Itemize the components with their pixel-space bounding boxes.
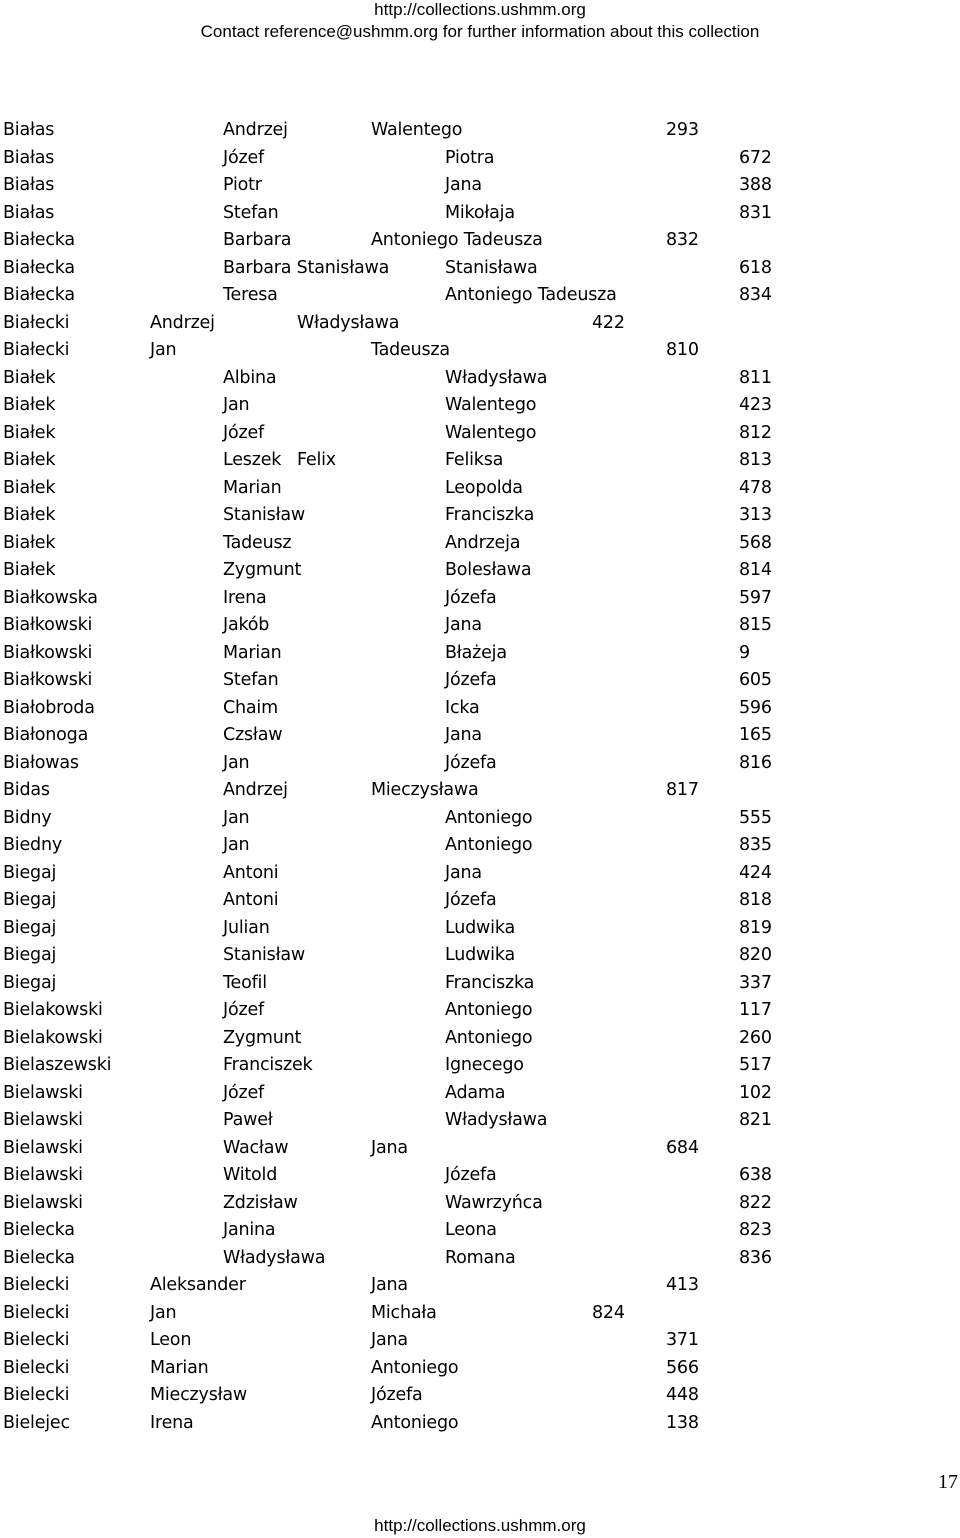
first-name-cell: Zdzisław: [223, 1192, 298, 1213]
father-name-cell: Jana: [445, 175, 482, 195]
father-name-cell: Antoniego: [445, 1027, 533, 1048]
first-name-cell: Barbara: [223, 230, 292, 250]
number-cell: 424: [739, 862, 772, 883]
first-name-cell: Julian: [223, 917, 270, 938]
list-row: [0, 640, 960, 668]
list-row: [0, 860, 960, 888]
father-name-cell: Walentego: [371, 120, 463, 140]
number-cell: 814: [739, 560, 772, 580]
surname-cell: Białas: [3, 202, 55, 223]
first-name-cell: Janina: [223, 1220, 276, 1240]
father-name-cell: Antoniego Tadeusza: [371, 230, 543, 250]
list-row: [0, 1382, 960, 1410]
first-name-cell: Barbara Stanisława: [223, 257, 390, 278]
first-name-cell: Jan: [150, 340, 177, 360]
surname-cell: Białonoga: [3, 725, 89, 745]
number-cell: 568: [739, 532, 772, 553]
number-cell: 821: [739, 1110, 772, 1130]
first-name-cell: Jan: [150, 1302, 177, 1323]
first-name-cell: Wacław: [223, 1137, 289, 1158]
list-row: [0, 805, 960, 833]
list-row: [0, 1327, 960, 1355]
list-row: [0, 310, 960, 338]
father-name-cell: Władysława: [445, 1110, 548, 1130]
number-cell: 422: [592, 312, 625, 333]
surname-cell: Białek: [3, 422, 56, 443]
number-cell: 596: [739, 697, 772, 718]
first-name-cell: Tadeusz: [223, 532, 292, 553]
list-row: [0, 145, 960, 173]
surname-cell: Białecka: [3, 257, 75, 278]
list-row: [0, 887, 960, 915]
surname-cell: Białas: [3, 147, 55, 168]
list-row: [0, 1300, 960, 1328]
father-name-cell: Jana: [371, 1137, 408, 1158]
number-cell: 820: [739, 945, 772, 965]
father-name-cell: Antoniego: [445, 807, 533, 828]
father-name-cell: Jana: [445, 615, 482, 635]
father-name-cell: Józefa: [445, 670, 497, 690]
surname-cell: Bidas: [3, 780, 50, 800]
number-cell: 836: [739, 1247, 772, 1268]
first-name-cell: Teofil: [223, 972, 267, 993]
list-row: [0, 337, 960, 365]
number-cell: 102: [739, 1082, 772, 1103]
first-name-cell: Marian: [150, 1357, 209, 1378]
list-row: [0, 585, 960, 613]
father-name-cell: Antoniego: [371, 1412, 459, 1433]
list-row: [0, 612, 960, 640]
number-cell: 597: [739, 587, 772, 608]
number-cell: 835: [739, 835, 772, 855]
surname-cell: Bidny: [3, 807, 52, 828]
number-cell: 566: [666, 1357, 699, 1378]
father-name-cell: Wawrzyńca: [445, 1192, 543, 1213]
list-row: [0, 502, 960, 530]
surname-cell: Białek: [3, 477, 56, 498]
first-name-cell: Stanisław: [223, 505, 305, 525]
list-row: [0, 942, 960, 970]
surname-cell: Białkowska: [3, 587, 98, 608]
first-name-cell: Leon: [150, 1330, 192, 1350]
number-cell: 260: [739, 1027, 772, 1048]
father-name-cell: Walentego: [445, 395, 537, 415]
surname-cell: Bielecka: [3, 1220, 75, 1240]
header-contact: Contact reference@ushmm.org for further information about this collection: [200, 22, 760, 41]
father-name-cell: Walentego: [445, 422, 537, 443]
surname-cell: Białek: [3, 505, 56, 525]
surname-cell: Białowas: [3, 752, 79, 773]
second-name-cell: Felix: [297, 450, 336, 470]
father-name-cell: Leopolda: [445, 477, 523, 498]
surname-cell: Białek: [3, 560, 56, 580]
number-cell: 423: [739, 395, 772, 415]
header-url: http://collections.ushmm.org: [374, 0, 586, 19]
number-cell: 684: [666, 1137, 699, 1158]
first-name-cell: Zygmunt: [223, 560, 302, 580]
surname-cell: Białek: [3, 532, 56, 553]
surname-cell: Białobroda: [3, 697, 95, 718]
father-name-cell: Józefa: [445, 890, 497, 910]
surname-cell: Bielaszewski: [3, 1055, 112, 1075]
surname-cell: Biedny: [3, 835, 62, 855]
number-cell: 555: [739, 807, 772, 828]
surname-cell: Bielawski: [3, 1110, 83, 1130]
father-name-cell: Antoniego: [371, 1357, 459, 1378]
list-row: [0, 447, 960, 475]
surname-cell: Bielakowski: [3, 1000, 103, 1020]
father-name-cell: Józefa: [445, 1165, 497, 1185]
father-name-cell: Jana: [445, 725, 482, 745]
page-number: 17: [938, 1471, 958, 1493]
surname-cell: Białecki: [3, 340, 70, 360]
list-row: [0, 1052, 960, 1080]
father-name-cell: Franciszka: [445, 505, 535, 525]
number-cell: 605: [739, 670, 772, 690]
first-name-cell: Józef: [223, 1082, 264, 1103]
list-row: [0, 997, 960, 1025]
list-row: [0, 1245, 960, 1273]
father-name-cell: Józefa: [445, 587, 497, 608]
surname-cell: Białecka: [3, 285, 75, 305]
father-name-cell: Andrzeja: [445, 532, 521, 553]
surname-cell: Biegaj: [3, 972, 57, 993]
list-row: [0, 117, 960, 145]
footer-url: http://collections.ushmm.org: [374, 1516, 586, 1535]
first-name-cell: Andrzej: [150, 312, 215, 333]
father-name-cell: Stanisława: [445, 257, 538, 278]
number-cell: 337: [739, 972, 772, 993]
surname-cell: Bielecki: [3, 1330, 70, 1350]
number-cell: 313: [739, 505, 772, 525]
number-cell: 672: [739, 147, 772, 168]
surname-cell: Bielecki: [3, 1275, 70, 1295]
number-cell: 811: [739, 367, 772, 388]
list-row: [0, 832, 960, 860]
father-name-cell: Ignecego: [445, 1055, 524, 1075]
surname-cell: Białecki: [3, 312, 70, 333]
first-name-cell: Andrzej: [223, 120, 288, 140]
list-row: [0, 1355, 960, 1383]
first-name-cell: Jakób: [223, 615, 270, 635]
list-row: [0, 915, 960, 943]
first-name-cell: Marian: [223, 642, 282, 663]
father-name-cell: Ludwika: [445, 945, 515, 965]
father-name-cell: Mikołaja: [445, 202, 515, 223]
father-name-cell: Bolesława: [445, 560, 532, 580]
number-cell: 813: [739, 450, 772, 470]
list-row: [0, 227, 960, 255]
list-row: [0, 1190, 960, 1218]
list-row: [0, 750, 960, 778]
father-name-cell: Adama: [445, 1082, 506, 1103]
father-name-cell: Jana: [445, 862, 482, 883]
first-name-cell: Paweł: [223, 1110, 273, 1130]
father-name-cell: Franciszka: [445, 972, 535, 993]
list-row: [0, 200, 960, 228]
list-row: [0, 1080, 960, 1108]
father-name-cell: Icka: [445, 697, 480, 718]
surname-cell: Biegaj: [3, 890, 57, 910]
list-row: [0, 557, 960, 585]
number-cell: 388: [739, 175, 772, 195]
list-row: [0, 282, 960, 310]
first-name-cell: Czsław: [223, 725, 283, 745]
number-cell: 815: [739, 615, 772, 635]
surname-cell: Biegaj: [3, 862, 57, 883]
list-row: [0, 172, 960, 200]
father-name-cell: Józefa: [371, 1385, 423, 1405]
number-cell: 810: [666, 340, 699, 360]
first-name-cell: Jan: [223, 395, 250, 415]
first-name-cell: Mieczysław: [150, 1385, 248, 1405]
first-name-cell: Antoni: [223, 862, 279, 883]
list-row: [0, 365, 960, 393]
number-cell: 831: [739, 202, 772, 223]
number-cell: 824: [592, 1302, 625, 1323]
father-name-cell: Jana: [371, 1330, 408, 1350]
number-cell: 819: [739, 917, 772, 938]
first-name-cell: Witold: [223, 1165, 278, 1185]
father-name-cell: Władysława: [445, 367, 548, 388]
surname-cell: Bielakowski: [3, 1027, 103, 1048]
first-name-cell: Albina: [223, 367, 277, 388]
father-name-cell: Michała: [371, 1302, 437, 1323]
father-name-cell: Tadeusza: [371, 340, 450, 360]
father-name-cell: Błażeja: [445, 642, 507, 663]
number-cell: 117: [739, 1000, 772, 1020]
father-name-cell: Jana: [371, 1275, 408, 1295]
list-row: [0, 255, 960, 283]
first-name-cell: Andrzej: [223, 780, 288, 800]
number-cell: 638: [739, 1165, 772, 1185]
number-cell: 834: [739, 285, 772, 305]
first-name-cell: Stefan: [223, 670, 279, 690]
father-name-cell: Antoniego: [445, 835, 533, 855]
father-name-cell: Antoniego: [445, 1000, 533, 1020]
father-name-cell: Leona: [445, 1220, 497, 1240]
number-cell: 832: [666, 230, 699, 250]
father-name-cell: Józefa: [445, 752, 497, 773]
first-name-cell: Stefan: [223, 202, 279, 223]
surname-cell: Bielawski: [3, 1165, 83, 1185]
first-name-cell: Zygmunt: [223, 1027, 302, 1048]
first-name-cell: Aleksander: [150, 1275, 246, 1295]
list-row: [0, 420, 960, 448]
list-row: [0, 667, 960, 695]
list-row: [0, 475, 960, 503]
surname-cell: Białkowski: [3, 615, 93, 635]
list-row: [0, 1217, 960, 1245]
list-row: [0, 1025, 960, 1053]
number-cell: 138: [666, 1412, 699, 1433]
first-name-cell: Antoni: [223, 890, 279, 910]
first-name-cell: Jan: [223, 752, 250, 773]
father-name-cell: Feliksa: [445, 450, 504, 470]
number-cell: 816: [739, 752, 772, 773]
list-row: [0, 1410, 960, 1438]
number-cell: 413: [666, 1275, 699, 1295]
first-name-cell: Franciszek: [223, 1055, 313, 1075]
first-name-cell: Jan: [223, 835, 250, 855]
list-row: [0, 1162, 960, 1190]
surname-cell: Biegaj: [3, 917, 57, 938]
first-name-cell: Chaim: [223, 697, 278, 718]
list-row: [0, 1107, 960, 1135]
first-name-cell: Władysława: [223, 1247, 326, 1268]
list-row: [0, 695, 960, 723]
surname-cell: Bielawski: [3, 1192, 83, 1213]
first-name-cell: Irena: [150, 1412, 194, 1433]
father-name-cell: Ludwika: [445, 917, 515, 938]
surname-cell: Białkowski: [3, 642, 93, 663]
number-cell: 818: [739, 890, 772, 910]
number-cell: 448: [666, 1385, 699, 1405]
surname-cell: Białas: [3, 175, 55, 195]
surname-cell: Bielawski: [3, 1137, 83, 1158]
surname-cell: Biegaj: [3, 945, 57, 965]
father-name-cell: Mieczysława: [371, 780, 479, 800]
first-name-cell: Leszek: [223, 450, 282, 470]
number-cell: 517: [739, 1055, 772, 1075]
surname-cell: Bielecki: [3, 1357, 70, 1378]
list-row: [0, 722, 960, 750]
list-row: [0, 530, 960, 558]
number-cell: 293: [666, 120, 699, 140]
first-name-cell: Irena: [223, 587, 267, 608]
first-name-cell: Marian: [223, 477, 282, 498]
number-cell: 165: [739, 725, 772, 745]
number-cell: 823: [739, 1220, 772, 1240]
surname-cell: Bielejec: [3, 1412, 70, 1433]
surname-cell: Białas: [3, 120, 55, 140]
surname-cell: Białek: [3, 450, 56, 470]
first-name-cell: Józef: [223, 422, 264, 443]
first-name-cell: Jan: [223, 807, 250, 828]
father-name-cell: Piotra: [445, 147, 495, 168]
list-row: [0, 970, 960, 998]
surname-cell: Białek: [3, 367, 56, 388]
surname-cell: Bielecki: [3, 1385, 70, 1405]
father-name-cell: Antoniego Tadeusza: [445, 285, 617, 305]
number-cell: 9: [739, 642, 750, 663]
surname-cell: Bielecka: [3, 1247, 75, 1268]
surname-cell: Białek: [3, 395, 56, 415]
number-cell: 618: [739, 257, 772, 278]
number-cell: 371: [666, 1330, 699, 1350]
first-name-cell: Józef: [223, 147, 264, 168]
name-list: [0, 117, 960, 1437]
surname-cell: Bielawski: [3, 1082, 83, 1103]
number-cell: 817: [666, 780, 699, 800]
list-row: [0, 1135, 960, 1163]
list-row: [0, 392, 960, 420]
surname-cell: Bielecki: [3, 1302, 70, 1323]
surname-cell: Białkowski: [3, 670, 93, 690]
number-cell: 478: [739, 477, 772, 498]
first-name-cell: Teresa: [223, 285, 278, 305]
first-name-cell: Piotr: [223, 175, 262, 195]
father-name-cell: Romana: [445, 1247, 516, 1268]
first-name-cell: Stanisław: [223, 945, 305, 965]
surname-cell: Białecka: [3, 230, 75, 250]
list-row: [0, 1272, 960, 1300]
list-row: [0, 777, 960, 805]
first-name-cell: Józef: [223, 1000, 264, 1020]
number-cell: 812: [739, 422, 772, 443]
number-cell: 822: [739, 1192, 772, 1213]
father-name-cell: Władysława: [297, 312, 400, 333]
